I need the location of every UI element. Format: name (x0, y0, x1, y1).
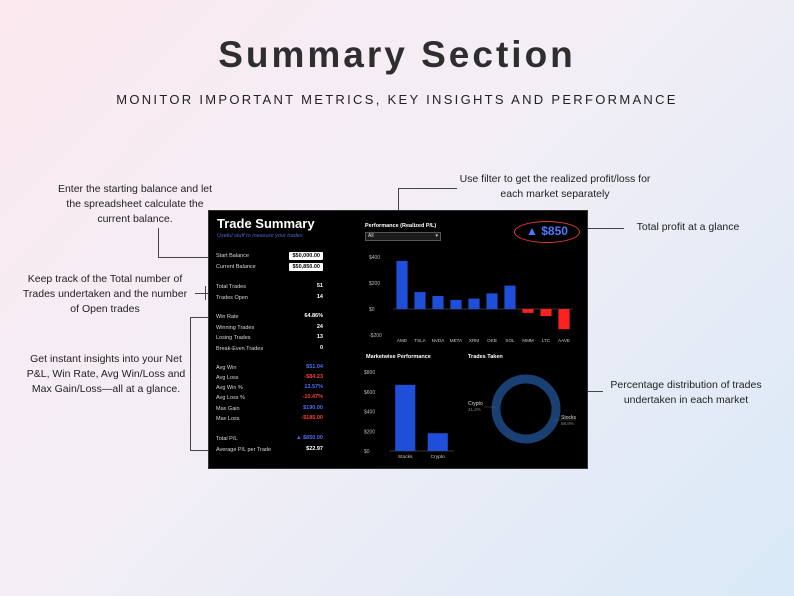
metric-value: -$185.00 (301, 415, 323, 421)
chevron-down-icon: ▾ (435, 233, 438, 239)
y-tick-label: -$200 (369, 333, 382, 339)
y-tick-label: $400 (364, 409, 376, 416)
annotation-total: Total profit at a glance (636, 221, 740, 233)
x-tick-label: TSLA (414, 338, 426, 343)
metric-label: Start Balance (216, 253, 250, 259)
metric-value: 51 (316, 283, 323, 289)
annotation-insights: Get instant insights into your Net P&L, Win Rate, Avg Win/Loss and Max Gain/Loss—all at a glance. (26, 353, 186, 395)
connector-trades-v (205, 286, 207, 300)
y-tick-label: $400 (369, 255, 381, 261)
metric-label: Avg Loss (216, 375, 239, 381)
metric-label: Total Trades (216, 284, 246, 290)
x-tick-label: Stocks (398, 455, 413, 460)
metric-value[interactable]: $50,850.00 (289, 263, 323, 271)
marketwise-bar-chart (359, 364, 459, 461)
connector-balance (158, 228, 214, 258)
metric-value: 64.86% (304, 313, 323, 319)
x-tick-label: META (449, 338, 463, 343)
x-tick-label: LTC (541, 338, 551, 343)
bar (414, 292, 425, 309)
y-tick-label: $0 (369, 307, 375, 313)
x-tick-label: OKB (487, 338, 497, 343)
x-tick-label: AAVE (558, 338, 570, 343)
trades-taken-donut (464, 371, 584, 446)
bar (540, 309, 551, 316)
annotation-balance: Enter the starting balance and let the spreadsheet calculate the current balance. (57, 183, 213, 225)
marketwise-title: Marketwise Performance (366, 354, 431, 360)
performance-bar-chart (359, 247, 579, 347)
metric-value: 14 (316, 294, 323, 300)
bar (396, 261, 407, 309)
bar (486, 293, 497, 309)
metric-label: Average P/L per Trade (216, 447, 272, 453)
page-subtitle: MONITOR IMPORTANT METRICS, KEY INSIGHTS AND PERFORMANCE (116, 92, 678, 107)
slice-percent: 41.2% (468, 407, 481, 412)
trades-taken-title: Trades Taken (468, 354, 503, 360)
bar (558, 309, 569, 329)
x-tick-label: AMD (396, 338, 408, 343)
metric-label: Avg Loss % (216, 395, 245, 401)
performance-title: Performance (Realized P/L) (365, 223, 437, 229)
metric-label: Current Balance (216, 264, 256, 270)
y-tick-label: $800 (364, 370, 376, 376)
metric-value: 13.57% (304, 384, 323, 390)
bar (504, 286, 515, 309)
metric-label: Total P/L (216, 436, 238, 442)
metric-value: ▲ $850.00 (296, 435, 323, 441)
x-tick-label: Crypto (430, 455, 445, 460)
metric-label: Losing Trades (216, 335, 251, 341)
market-filter-value: All (368, 233, 374, 239)
annotation-filter: Use filter to get the realized profit/loss for each market separately (459, 173, 651, 200)
metric-value: 24 (316, 324, 323, 330)
metric-label: Win Rate (216, 314, 239, 320)
annotation-trades: Keep track of the Total number of Trades undertaken and the number of Open trades (22, 273, 188, 315)
page-title: Summary Section (218, 34, 576, 75)
x-tick-label: SOL (505, 338, 515, 343)
metric-label: Max Loss (216, 416, 240, 422)
bar (428, 433, 448, 451)
total-profit-badge: ▲ $850 (514, 221, 580, 243)
donut-ring (496, 379, 556, 439)
y-tick-label: $600 (364, 389, 376, 396)
x-tick-label: XRM (468, 338, 480, 343)
bar (468, 299, 479, 309)
metric-value: 13 (316, 334, 323, 340)
y-tick-label: $200 (369, 281, 381, 287)
bar (395, 385, 415, 451)
metric-label: Avg Win (216, 365, 237, 371)
slice-percent: 58.8% (561, 421, 574, 426)
bar (450, 300, 461, 309)
metric-value: $22.97 (306, 446, 323, 452)
metric-label: Winning Trades (216, 325, 255, 331)
bar (522, 309, 533, 313)
metric-value: $51.04 (306, 364, 323, 370)
metric-value: -10.47% (302, 394, 323, 400)
annotation-distribution: Percentage distribution of trades undertaken in each market (610, 379, 762, 406)
metric-value: -$84.23 (304, 374, 323, 380)
y-tick-label: $200 (364, 429, 376, 436)
trade-summary-title: Trade Summary (217, 216, 315, 231)
x-tick-label: NVDA (431, 338, 445, 343)
metric-label: Trades Open (216, 295, 248, 301)
metric-value: 0 (319, 345, 323, 351)
metric-label: Max Gain (216, 406, 240, 412)
slice-label: Crypto (468, 401, 483, 407)
trade-summary-panel (208, 210, 588, 469)
metric-label: Break-Even Trades (216, 346, 264, 352)
connector-total (582, 228, 624, 230)
trade-summary-subtitle: Useful stuff to measure your trades (217, 233, 303, 239)
market-filter-select[interactable] (365, 232, 441, 241)
metric-value: $190.00 (303, 405, 323, 411)
x-tick-label: MMM (522, 338, 534, 343)
metric-label: Avg Win % (216, 385, 243, 391)
metric-value[interactable]: $50,000.00 (289, 252, 323, 260)
slice-label: Stocks (561, 415, 577, 421)
bar (432, 296, 443, 309)
y-tick-label: $0 (364, 449, 370, 455)
